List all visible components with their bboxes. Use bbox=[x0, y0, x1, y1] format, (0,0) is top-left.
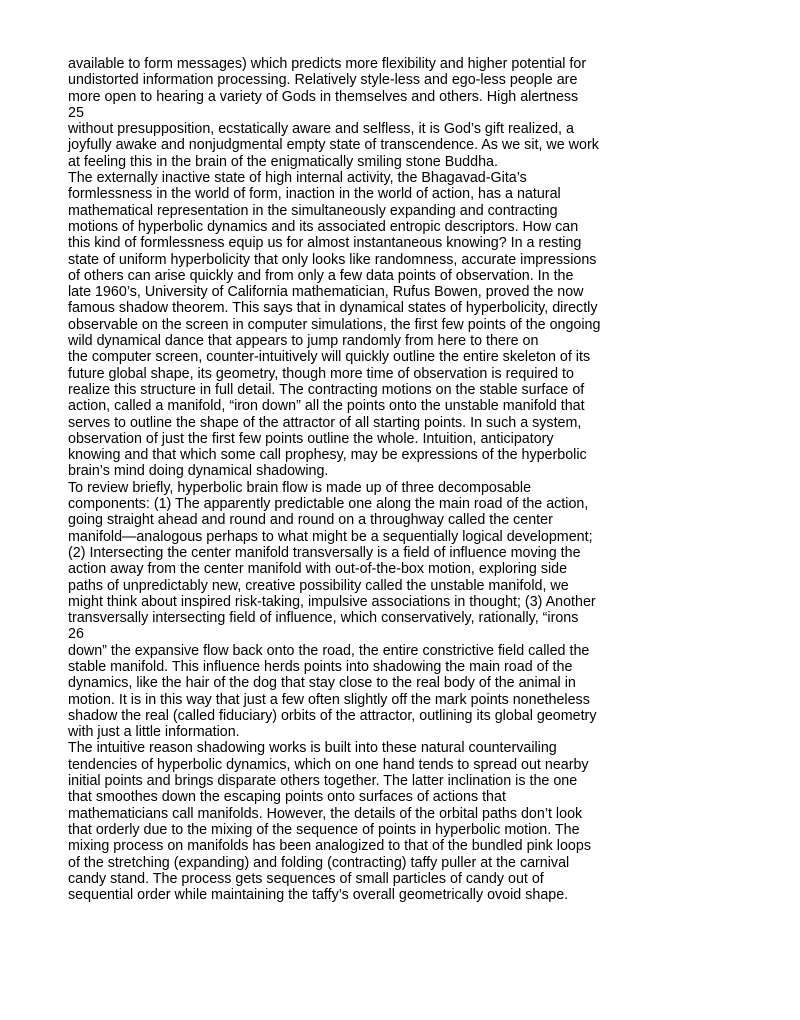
text-line: future global shape, its geometry, though more time of observation is required to bbox=[68, 365, 574, 382]
text-line: down” the expansive flow back onto the road, the entire constrictive field called the bbox=[68, 642, 590, 659]
text-line: action, called a manifold, “iron down” all the points onto the unstable manifold that bbox=[68, 398, 585, 415]
text-line: mathematicians call manifolds. However, the details of the orbital paths don’t look bbox=[68, 805, 583, 822]
text-line: sequential order while maintaining the taffy’s overall geometrically ovoid shape. bbox=[68, 887, 569, 904]
text-line: motion. It is in this way that just a few often slightly off the mark points nonetheless bbox=[68, 691, 590, 708]
text-line: paths of unpredictably new, creative possibility called the unstable manifold, we bbox=[68, 577, 569, 594]
text-line: candy stand. The process gets sequences of small particles of candy out of bbox=[68, 870, 544, 887]
text-line: components: (1) The apparently predictable one along the main road of the action, bbox=[68, 496, 589, 513]
text-line: undistorted information processing. Relatively style-less and ego-less people are bbox=[68, 72, 578, 89]
text-line: that smoothes down the escaping points onto surfaces of actions that bbox=[68, 789, 506, 806]
text-line: of the stretching (expanding) and folding (contracting) taffy puller at the carnival bbox=[68, 854, 570, 871]
text-line: of others can arise quickly and from only a few data points of observation. In the bbox=[68, 267, 574, 284]
text-line: serves to outline the shape of the attractor of all starting points. In such a system, bbox=[68, 414, 582, 431]
text-line: motions of hyperbolic dynamics and its associated entropic descriptors. How can bbox=[68, 218, 579, 235]
text-line: manifold—analogous perhaps to what might be a sequentially logical development; bbox=[68, 528, 593, 545]
text-line: state of uniform hyperbolicity that only looks like randomness, accurate impressions bbox=[68, 251, 597, 268]
text-line: dynamics, like the hair of the dog that stay close to the real body of the animal in bbox=[68, 675, 576, 692]
page-number: 25 bbox=[68, 104, 84, 121]
text-line: wild dynamical dance that appears to jump randomly from here to there on bbox=[68, 333, 539, 350]
text-line: mathematical representation in the simultaneously expanding and contracting bbox=[68, 202, 558, 219]
text-line: To review briefly, hyperbolic brain flow is made up of three decomposable bbox=[68, 479, 532, 496]
text-line: The externally inactive state of high internal activity, the Bhagavad-Gita’s bbox=[68, 170, 527, 187]
text-line: initial points and brings disparate others together. The latter inclination is the one bbox=[68, 773, 578, 790]
text-line: at feeling this in the brain of the enigmatically smiling stone Buddha. bbox=[68, 153, 498, 170]
text-line: late 1960’s, University of California mathematician, Rufus Bowen, proved the now bbox=[68, 284, 584, 301]
text-line: transversally intersecting field of influence, which conservatively, rationally, “irons bbox=[68, 610, 579, 627]
text-line: realize this structure in full detail. The contracting motions on the stable surface of bbox=[68, 381, 585, 398]
text-line: The intuitive reason shadowing works is built into these natural countervailing bbox=[68, 740, 557, 757]
text-line: going straight ahead and round and round on a throughway called the center bbox=[68, 512, 553, 529]
text-line: this kind of formlessness equip us for almost instantaneous knowing? In a resting bbox=[68, 235, 582, 252]
page-number: 26 bbox=[68, 626, 84, 643]
text-line: mixing process on manifolds has been analogized to that of the bundled pink loops bbox=[68, 838, 591, 855]
text-line: formlessness in the world of form, inaction in the world of action, has a natural bbox=[68, 186, 561, 203]
text-line: tendencies of hyperbolic dynamics, which on one hand tends to spread out nearby bbox=[68, 756, 589, 773]
text-line: joyfully awake and nonjudgmental empty state of transcendence. As we sit, we work bbox=[68, 137, 599, 154]
document-body bbox=[68, 56, 768, 903]
text-line: knowing and that which some call prophesy, may be expressions of the hyperbolic bbox=[68, 447, 587, 464]
text-line: observable on the screen in computer simulations, the first few points of the ongoing bbox=[68, 316, 601, 333]
text-line: action away from the center manifold with out-of-the-box motion, exploring side bbox=[68, 561, 568, 578]
text-line: with just a little information. bbox=[68, 724, 240, 741]
text-line: without presupposition, ecstatically aware and selfless, it is God’s gift realized, a bbox=[68, 121, 574, 138]
text-line: observation of just the first few points outline the whole. Intuition, anticipatory bbox=[68, 430, 554, 447]
text-line: might think about inspired risk-taking, impulsive associations in thought; (3) Another bbox=[68, 593, 596, 610]
text-line: famous shadow theorem. This says that in dynamical states of hyperbolicity, directly bbox=[68, 300, 598, 317]
text-line: the computer screen, counter-intuitively will quickly outline the entire skeleton of its bbox=[68, 349, 591, 366]
text-line: shadow the real (called fiduciary) orbits of the attractor, outlining its global geometry bbox=[68, 707, 597, 724]
text-line: that orderly due to the mixing of the sequence of points in hyperbolic motion. The bbox=[68, 821, 580, 838]
text-line: more open to hearing a variety of Gods in themselves and others. High alertness bbox=[68, 88, 579, 105]
text-line: (2) Intersecting the center manifold transversally is a field of influence moving the bbox=[68, 544, 581, 561]
text-line: available to form messages) which predicts more flexibility and higher potential for bbox=[68, 56, 587, 72]
text-line: stable manifold. This influence herds points into shadowing the main road of the bbox=[68, 658, 573, 675]
text-line: brain’s mind doing dynamical shadowing. bbox=[68, 463, 329, 480]
